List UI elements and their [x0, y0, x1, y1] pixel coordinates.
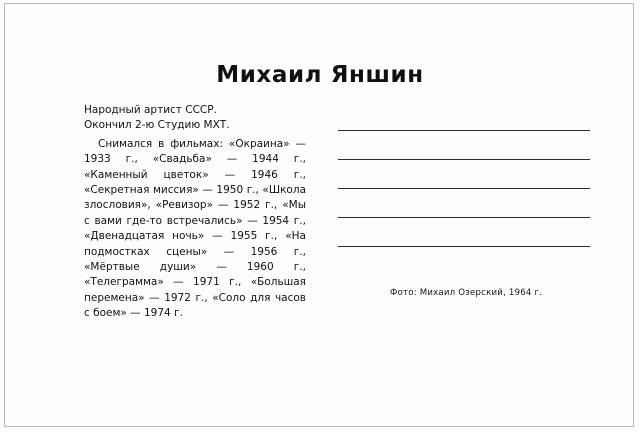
page-title: Михаил Яншин: [216, 62, 424, 88]
photo-credit: Фото: Михаил Озерский, 1964 г.: [390, 288, 543, 298]
bio-line-honorific: Народный артист СССР.: [84, 104, 217, 116]
bio-line-education: Окончил 2-ю Студию МХТ.: [84, 119, 230, 132]
writing-lines-group: [338, 130, 590, 247]
writing-line: [338, 217, 590, 218]
bio-filmography-paragraph: Снимался в фильмах: «Окраина» — 1933 г., «Свадьба» — 1944 г., «Каменный цветок» — 1946 г., «Секретная миссия» — 1950 г., «Школа злословия», «Ревизор» — 1952 г., «Мы с вами где-то встречались» — 1954 г., «Двенадцатая ночь» — 1955 г., «На подмостках сцены» — 1956 г., «Мёртвые души» — 1960 г., «Телеграмма» — 1971 г., «Большая перемена» — 1972 г., «Соло для часов с боем» — 1974 г.: [84, 137, 306, 320]
writing-line: [338, 130, 590, 131]
writing-line: [338, 246, 590, 247]
writing-line: [338, 188, 590, 189]
biography-text-block: [84, 103, 306, 322]
writing-line: [338, 159, 590, 160]
